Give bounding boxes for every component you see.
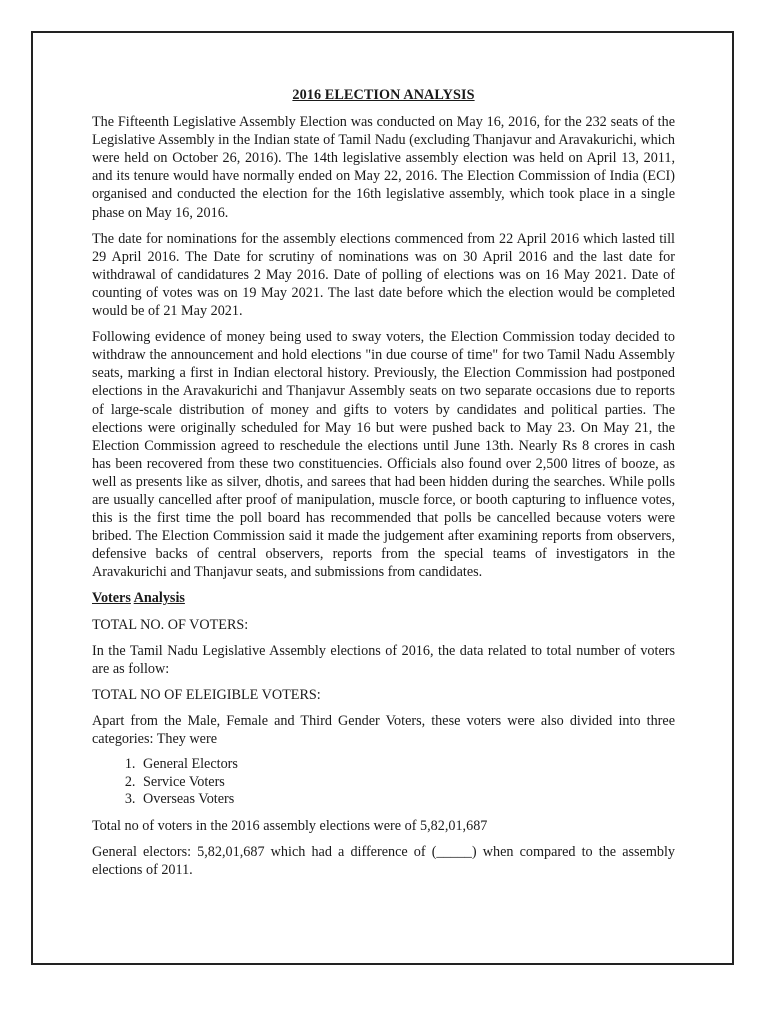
total-voters-text: In the Tamil Nadu Legislative Assembly elections of 2016, the data related to total number of voters are as follow: xyxy=(92,642,675,677)
categories-intro: Apart from the Male, Female and Third Gender Voters, these voters were also divided into three categories: They were xyxy=(92,712,675,747)
total-voters-line: Total no of voters in the 2016 assembly elections were of 5,82,01,687 xyxy=(92,817,488,834)
voters-analysis-heading xyxy=(92,589,675,607)
eligible-voters-label: TOTAL NO OF ELEIGIBLE VOTERS: xyxy=(92,686,321,703)
list-item: 3. Overseas Voters xyxy=(139,791,675,809)
analysis-heading-word: Analysis xyxy=(133,590,185,607)
paragraph-postponement: Following evidence of money being used to sway voters, the Election Commission today decided to withdraw the announcement and hold elections "in due course of time" for two Tamil Nadu Assembly seats, marking a first in Indian electoral history. Previously, the Election Commission had postponed elections in the Aravakurichi and Thanjavur Assembly seats on two separate occasions due to reports of large-scale distribution of money and gifts to voters by candidates and political parties. The elections were originally scheduled for May 16 but were pushed back to May 23. On May 21, the Election Commission agreed to reschedule the elections until June 13th. Nearly Rs 8 crores in cash has been recovered from these two constituencies. Officials also found over 2,500 litres of booze, as well as presents like as silver, dhotis, and sarees that had been hidden during the searches. While polls are usually cancelled after proof of manipulation, muscle force, or booth capturing to influence votes, this is the first time the poll board has recommended that polls be cancelled because voters were bribed. The Election Commission said it made the judgement after examining reports from observers, defensive backs of central observers, reports from the special teams of investigators in the Aravakurichi and Thanjavur seats, and submissions from candidates. xyxy=(92,329,675,581)
list-item: 2. Service Voters xyxy=(139,774,675,792)
paragraph-intro: The Fifteenth Legislative Assembly Election was conducted on May 16, 2016, for the 232 seats of the Legislative Assembly in the Indian state of Tamil Nadu (excluding Thanjavur and Aravakurichi, which were held on October 26, 2016). The 14th legislative assembly election was held on April 13, 2011, and its tenure would have normally ended on May 22, 2016. The Election Commission of India (ECI) organised and conducted the election for the 16th legislative assembly, which took place in a single phase on May 16, 2016. xyxy=(92,114,675,221)
total-voters-label: TOTAL NO. OF VOTERS: xyxy=(92,616,249,633)
general-electors-line: General electors: 5,82,01,687 which had a difference of (_____) when compared to the assembly elections of 2011. xyxy=(92,843,675,879)
list-item: 1. General Electors xyxy=(139,756,675,774)
voter-categories-list xyxy=(92,756,675,809)
voters-heading-word: Voters xyxy=(92,590,131,607)
paragraph-dates: The date for nominations for the assembly elections commenced from 22 April 2016 which lasted till 29 April 2016. The Date for scrutiny of nominations was on 30 April 2016 and the last date for withdrawal of candidatures 2 May 2016. Date of polling of elections was on 16 May 2021. Date of counting of votes was on 19 May 2021. The last date before which the election would be completed would be of 21 May 2021. xyxy=(92,230,675,320)
document-title: 2016 ELECTION ANALYSIS xyxy=(292,87,475,103)
document-body xyxy=(92,86,675,887)
